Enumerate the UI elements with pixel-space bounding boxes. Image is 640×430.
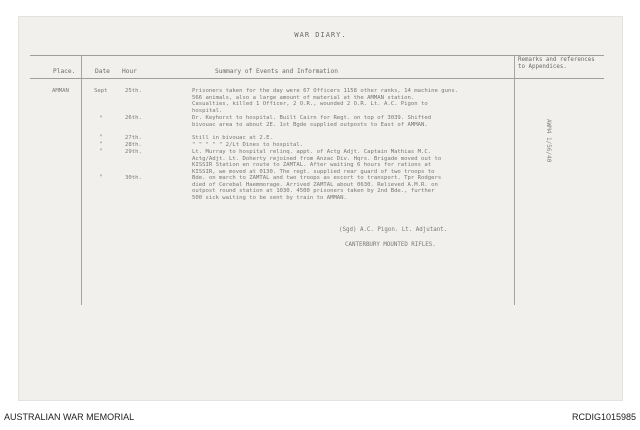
entry-text [192,135,522,142]
place-cell: AMMAN [52,88,69,94]
ditto-mark: " [99,141,103,148]
entry-line: Still in bivouac at 2.E. [192,135,273,141]
entry-line: Actg/Adjt. Lt. Doherty rejoined from Anzac Div. Hqrs. Brigade moved out to [192,155,442,162]
entry-day: 30th. [125,175,142,181]
entry-line: Lt. Murray to hospital relinq. appt. of Actg Adjt. Captain Mathias M.C. [192,149,432,155]
entry-line: Casualties, killed 1 Officer, 2 O.R., wounded 2 O.R. Lt. A.C. Pigon to [192,101,428,108]
entry-day: 29th. [125,149,142,155]
ditto-mark: " [99,115,103,122]
entry-line: Dr. Keyhorst to hospital. Built Cairn for Regt. on top of 3039. Shifted [192,115,432,121]
entry-day: 26th. [125,115,142,121]
entry-text [192,115,522,128]
col-header-remarks: Remarks and references to Appendices. [518,57,595,70]
entry-line: 500 sick waiting to be sent by train to AMMAN. [192,194,347,201]
entry-day: 27th. [125,135,142,141]
entry-text [192,142,522,149]
header-top-rule [30,55,604,56]
entry-line: bivouac area to about 2E. 1st Bgde supplied outposts to East of AMMAN. [192,121,428,128]
entry-line: 566 animals, also a large amount of material at the AMMAN station. [192,94,415,101]
entry-day: 28th. [125,142,142,148]
month-cell: Sept [94,88,108,94]
entry-line: died of Cerebal Haemmorage. Arrived ZAMTAL about 0630. Relieved A.M.R. on [192,181,438,188]
entry-line: hospital. [192,107,223,114]
archive-reference-note: AWM4 1/56/40 [545,119,552,163]
entry-text [192,88,522,114]
entry-line: " " " " " 2/Lt Dines to hospital. [192,142,304,148]
column-divider-place [81,55,82,305]
unit-name: CANTERBURY MOUNTED RIFLES. [345,242,436,248]
ditto-mark: " [99,148,103,155]
signature-line: (Sgd) A.C. Pigon. Lt. Adjutant. [339,227,448,233]
col-header-place: Place. [53,68,76,75]
entry-line: Prisoners taken for the day were 67 Officers 1158 other ranks, 14 machine guns. [192,88,459,94]
entry-text [192,175,522,201]
col-header-summary: Summary of Events and Information [215,68,338,75]
ditto-mark: " [99,134,103,141]
header-bottom-rule [30,78,604,79]
entry-line: outpost round station at 1030. 4500 prisoners taken by 2nd Bde., further [192,188,435,195]
footer-institution: AUSTRALIAN WAR MEMORIAL [4,412,135,422]
ditto-mark: " [99,174,103,181]
diary-page [19,17,622,400]
entry-line: KISSIR, we moved at 0130. The regt. supplied rear guard of two troops to [192,168,435,175]
diary-title: WAR DIARY. [294,31,347,39]
col-header-date: Date [95,68,110,75]
entry-line: KISSIR Station en route to ZAMTAL. After waiting 6 hours for rations at [192,162,432,169]
entry-line: Bde. on march to ZAMTAL and two troops as escort to transport. Tpr Rodgers [192,175,442,181]
footer-record-id: RCDIG1015985 [571,412,636,422]
col-header-hour: Hour [122,68,137,75]
entry-day: 25th. [125,88,142,94]
entry-text [192,149,522,175]
